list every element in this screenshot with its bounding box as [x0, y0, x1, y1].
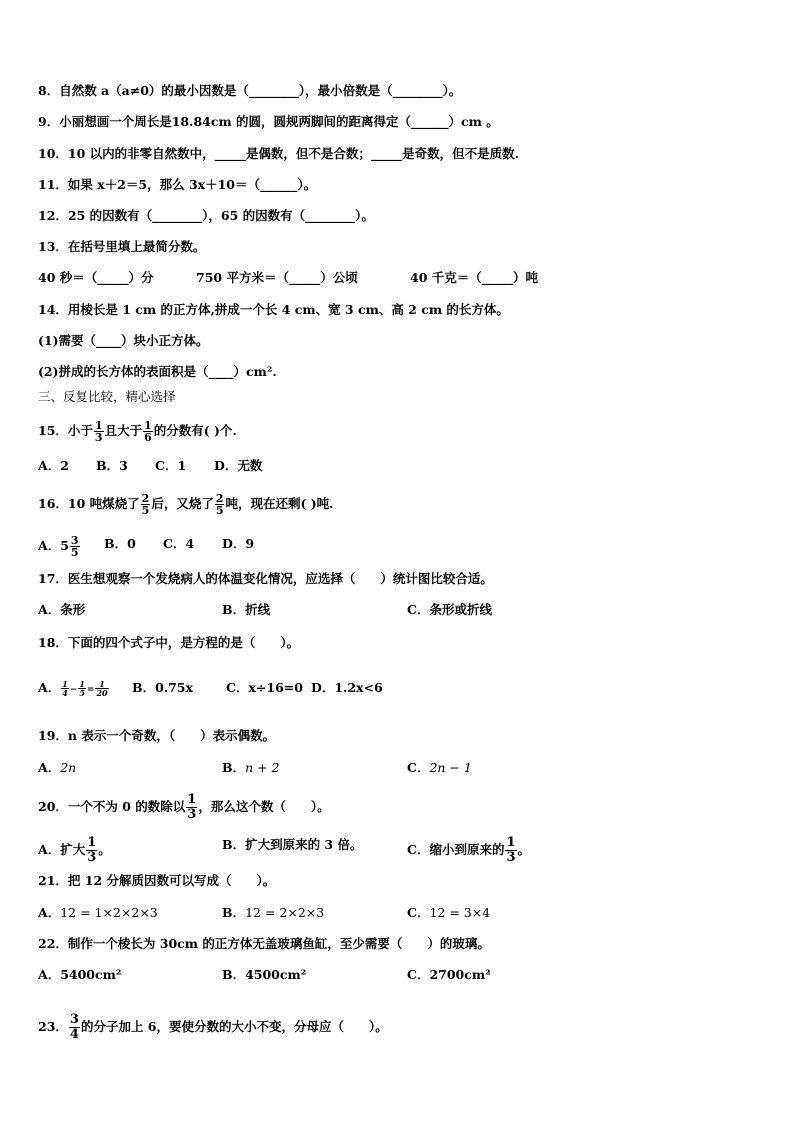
q20-option-b[interactable]: B．扩大到原来的 3 倍。 [222, 837, 363, 852]
q20-option-c[interactable]: C．缩小到原来的 $\frac{1}{3}$ 。 [407, 835, 531, 865]
q15-text-a: 15．小于 [38, 423, 93, 438]
q20-option-c-fraction: $\frac{1}{3}$ [506, 835, 516, 865]
q16-fraction-2: $\frac{2}{5}$ [215, 492, 224, 517]
q21-option-c[interactable]: C．12 = 3×4 [407, 905, 491, 920]
q22-option-a[interactable]: A．5400cm² [38, 967, 122, 982]
q13-part-1: 40 秒＝（_____）分 [38, 270, 154, 285]
q19-option-a[interactable]: A．2n [38, 760, 77, 775]
q13-part-3: 40 千克＝（_____）吨 [410, 270, 538, 285]
q20-fraction: $\frac{1}{3}$ [187, 792, 197, 822]
question-9: 9．小丽想画一个周长是18.84cm 的圆，圆规两脚间的距离得定（______）cm 。 [38, 114, 499, 129]
question-10: 10．10 以内的非零自然数中，_____是偶数，但不是合数；_____是奇数，但不是质数. [38, 146, 519, 161]
q18-option-a[interactable]: A． $\frac{1}{4}$ − $\frac{1}{5}$ = $\frac{1}{20}$ [38, 679, 108, 698]
q15-fraction-2: $\frac{1}{6}$ [144, 419, 152, 444]
question-14-2: (2)拼成的长方体的表面积是（____）cm². [38, 364, 277, 379]
q23-text-a: 23． [38, 1019, 68, 1034]
question-15 [38, 420, 237, 443]
q20-text-a: 20．一个不为 0 的数除以 [38, 799, 186, 814]
q16-fraction-1: $\frac{2}{5}$ [141, 492, 150, 517]
q21-option-b[interactable]: B．12 = 2×2×3 [222, 905, 325, 920]
q18-option-d[interactable]: D．1.2x<6 [311, 680, 383, 695]
q15-text-c: 的分数有( )个. [153, 423, 237, 438]
question-11: 11．如果 x＋2＝5，那么 3x＋10＝（______）。 [38, 177, 317, 192]
q18-fraction-1: $\frac{1}{4}$ [62, 679, 68, 698]
question-8: 8．自然数 a（a≠0）的最小因数是（________），最小倍数是（________）。 [38, 83, 462, 98]
q15-option-a[interactable]: A．2 [38, 458, 69, 473]
question-16 [38, 493, 334, 516]
q16-text-c: 吨，现在还剩( )吨. [225, 496, 334, 511]
q15-option-b[interactable]: B．3 [96, 458, 128, 473]
q16-option-b[interactable]: B．0 [104, 536, 136, 551]
q15-fraction-1: $\frac{1}{3}$ [94, 419, 103, 444]
q19-option-b[interactable]: B．n + 2 [222, 760, 280, 775]
q17-option-b[interactable]: B．折线 [222, 602, 271, 617]
q16-option-a[interactable]: A．5 $\frac{3}{5}$ [38, 534, 79, 559]
question-17: 17．医生想观察一个发烧病人的体温变化情况，应选择（ ）统计图比较合适。 [38, 571, 493, 586]
q23-text-b: 的分子加上 6，要使分数的大小不变，分母应（ ）。 [80, 1019, 388, 1034]
question-21: 21．把 12 分解质因数可以写成（ ）。 [38, 873, 276, 888]
q16-text-a: 16．10 吨煤烧了 [38, 496, 140, 511]
section-3-heading: 三、反复比较，精心选择 [38, 389, 176, 404]
q18-fraction-2: $\frac{1}{5}$ [79, 679, 85, 698]
q23-fraction: $\frac{3}{4}$ [69, 1012, 79, 1042]
q19-option-c[interactable]: C．2n − 1 [407, 760, 472, 775]
q15-option-d[interactable]: D．无数 [214, 458, 263, 473]
q15-text-b: 且大于 [104, 423, 143, 438]
q18-fraction-3: $\frac{1}{20}$ [96, 679, 108, 698]
q17-option-c[interactable]: C．条形或折线 [407, 602, 492, 617]
q17-option-a[interactable]: A．条形 [38, 602, 86, 617]
question-18: 18．下面的四个式子中，是方程的是（ ）。 [38, 635, 300, 650]
question-12: 12．25 的因数有（________），65 的因数有（________）。 [38, 208, 374, 223]
question-13: 13．在括号里填上最简分数。 [38, 239, 206, 254]
question-23 [38, 1013, 388, 1042]
q20-text-b: ，那么这个数（ ）。 [198, 799, 330, 814]
q21-option-a[interactable]: A．12 = 1×2×2×3 [38, 905, 158, 920]
q20-option-a[interactable]: A．扩大 $\frac{1}{3}$ 。 [38, 835, 111, 865]
q22-option-c[interactable]: C．2700cm² [407, 967, 491, 982]
q18-option-c[interactable]: C．x÷16=0 [226, 680, 303, 695]
q16-option-a-fraction: $\frac{3}{5}$ [70, 534, 79, 559]
q18-option-b[interactable]: B．0.75x [132, 680, 193, 695]
q15-option-c[interactable]: C．1 [155, 458, 187, 473]
question-14: 14．用棱长是 1 cm 的正方体,拼成一个长 4 cm、宽 3 cm、高 2 cm 的长方体。 [38, 302, 509, 317]
question-14-1: (1)需要（____）块小正方体。 [38, 333, 209, 348]
q16-option-d[interactable]: D．9 [222, 536, 255, 551]
question-22: 22．制作一个棱长为 30cm 的正方体无盖玻璃鱼缸，至少需要（ ）的玻璃。 [38, 936, 490, 951]
q16-text-b: 后，又烧了 [151, 496, 214, 511]
q16-option-c[interactable]: C．4 [163, 536, 195, 551]
question-19: 19．n 表示一个奇数，（ ）表示偶数。 [38, 728, 276, 743]
q13-part-2: 750 平方米＝（_____）公顷 [196, 270, 358, 285]
q20-option-a-fraction: $\frac{1}{3}$ [87, 835, 97, 865]
q22-option-b[interactable]: B．4500cm² [222, 967, 307, 982]
question-20 [38, 793, 330, 822]
